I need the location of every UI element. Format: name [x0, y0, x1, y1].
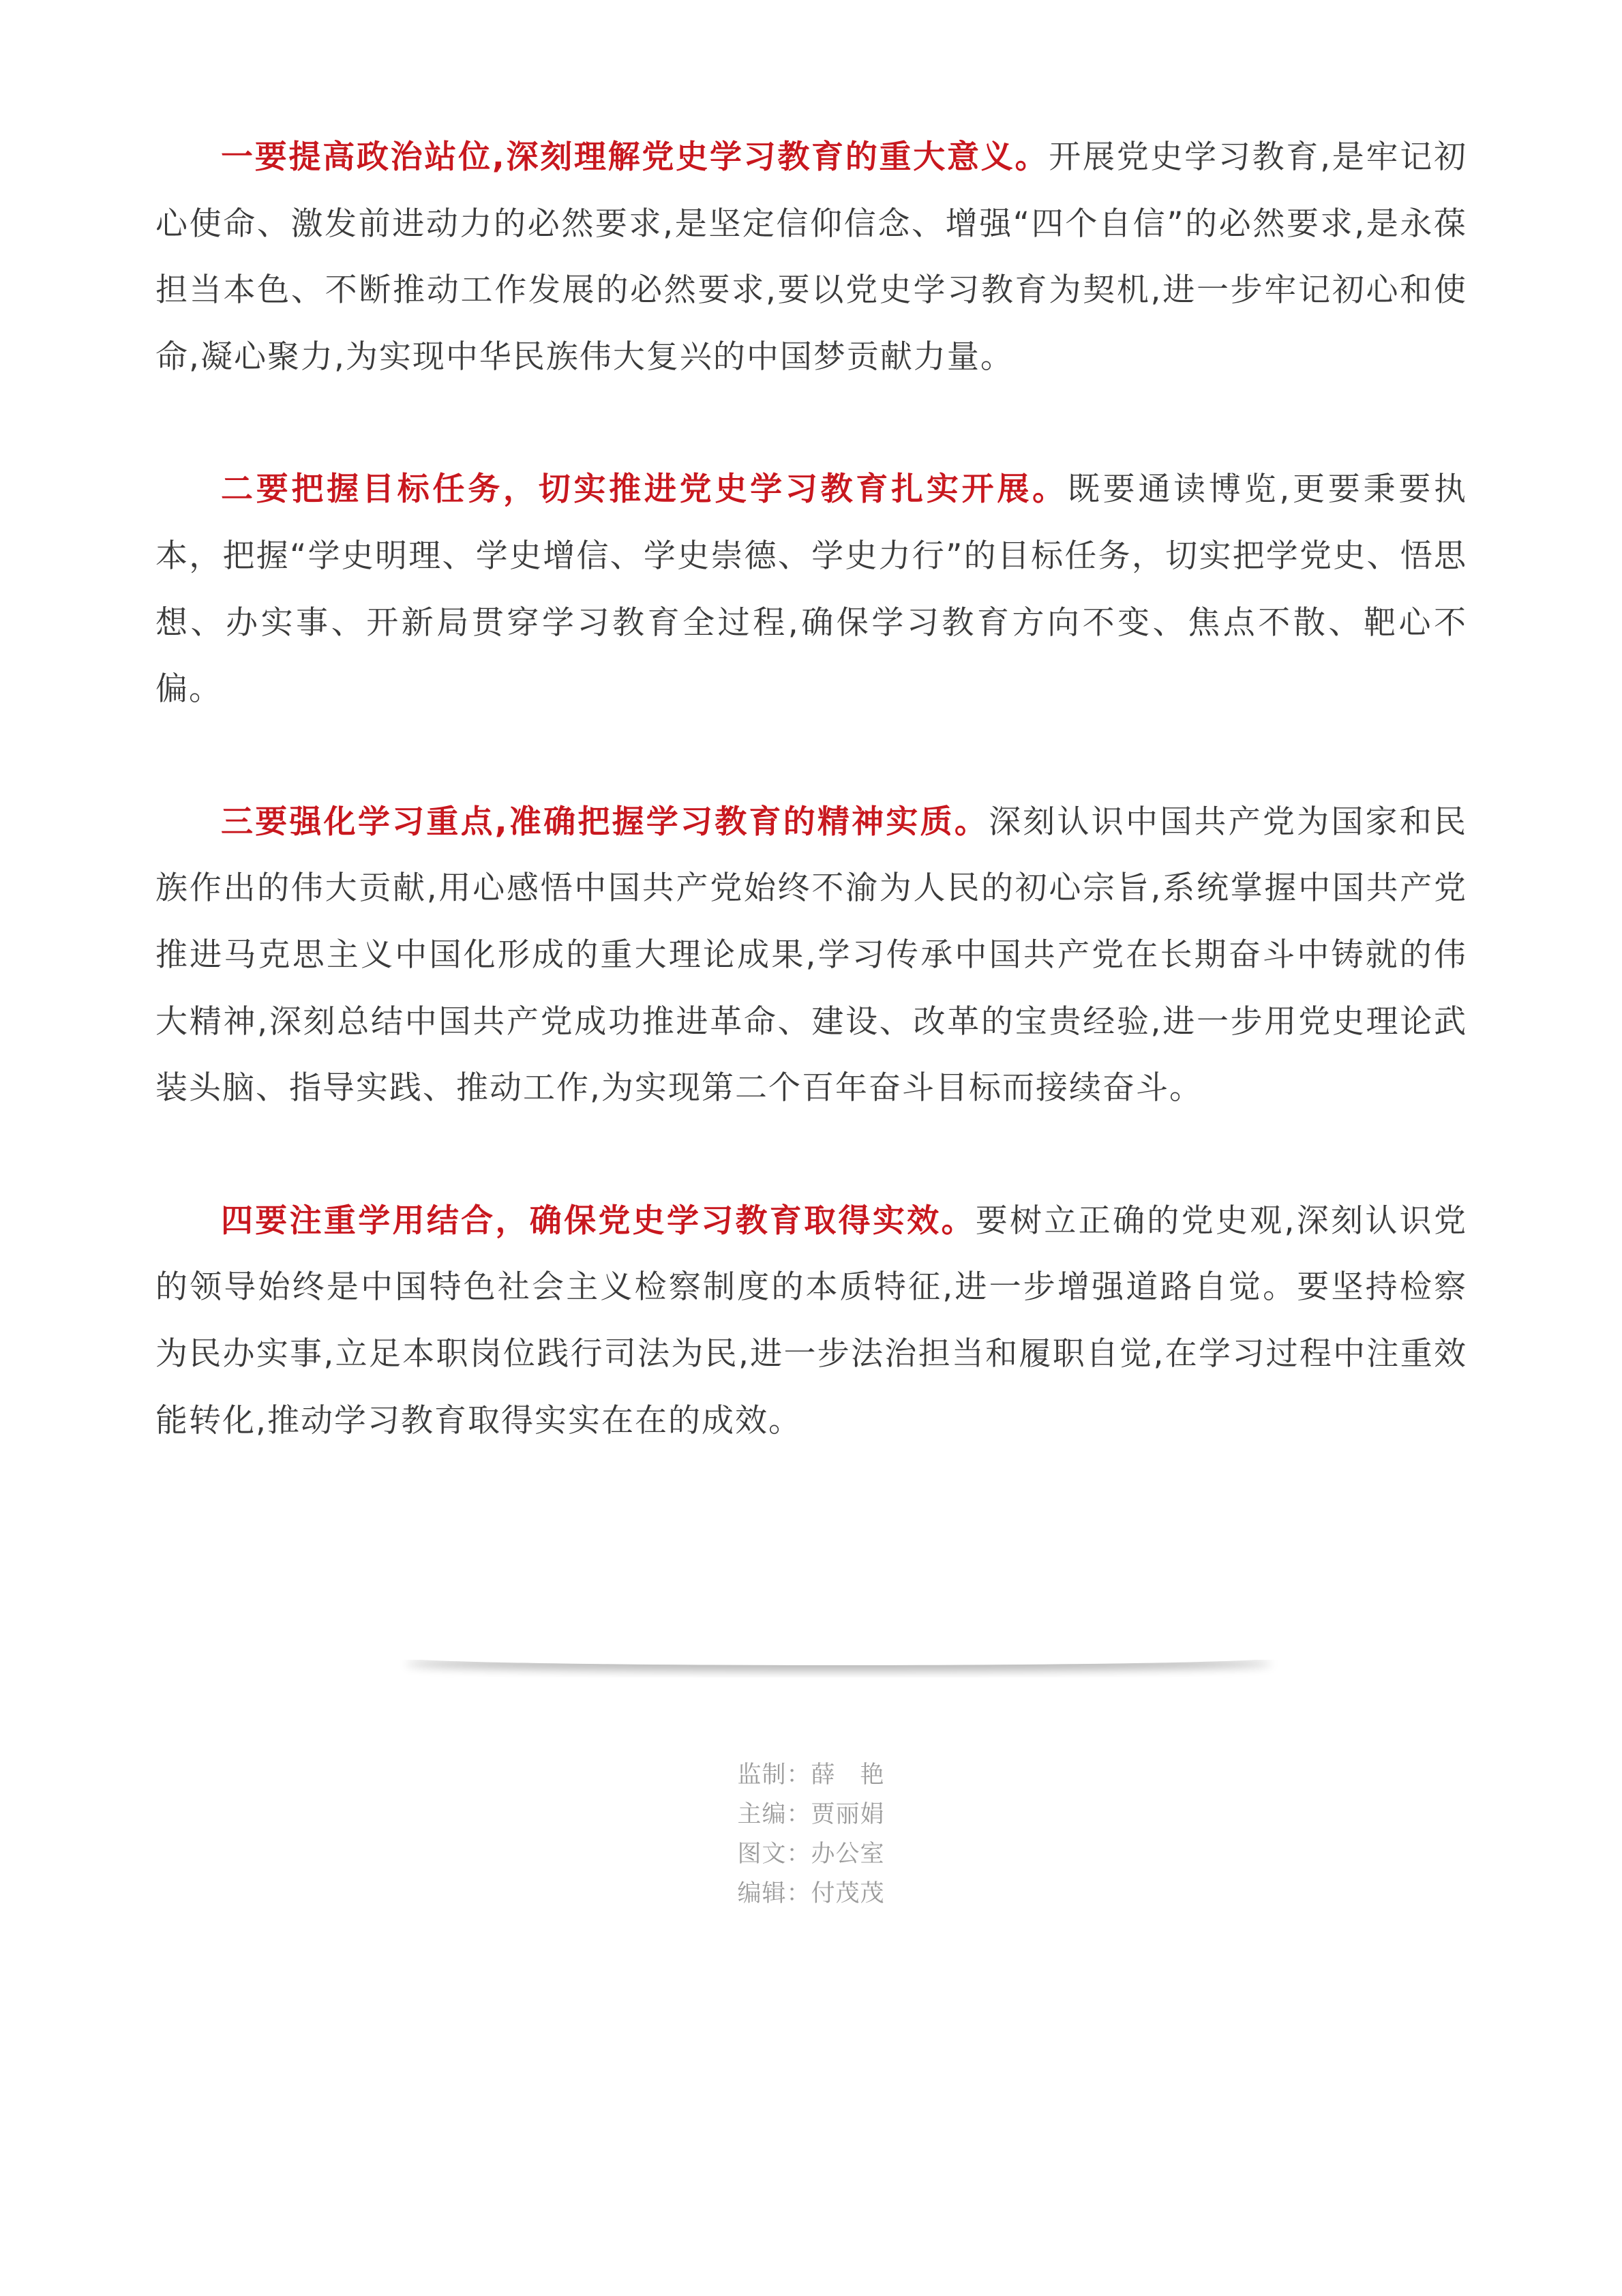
- paragraph-1-lead: 一要提高政治站位,深刻理解党史学习教育的重大意义。: [221, 138, 1049, 176]
- credit-text-images: 图文：办公室: [737, 1840, 885, 1868]
- paragraph-2: [155, 456, 1467, 722]
- credit-supervisor: 监制：薛 艳: [737, 1761, 885, 1789]
- paragraph-4-body: 要树立正确的党史观,深刻认识党的领导始终是中国特色社会主义检察制度的本质特征,进一步增强道路自觉。要坚持检察为民办实事,立足本职岗位践行司法为民,进一步法治担当和履职自觉,在学习过程中注重效能转化,推动学习教育取得实实在在的成效。: [155, 1202, 1468, 1440]
- paragraph-1: [155, 124, 1467, 390]
- paragraph-3: [155, 789, 1467, 1122]
- credits-block: [0, 1755, 1622, 1913]
- shadow-divider: [368, 1660, 1309, 1678]
- paragraph-2-lead: 二要把握目标任务，切实推进党史学习教育扎实开展。: [221, 471, 1068, 509]
- paragraph-2-body: 既要通读博览,更要秉要执本，把握“学史明理、学史增信、学史崇德、学史力行”的目标任务，切实把学党史、悟思想、办实事、开新局贯穿学习教育全过程,确保学习教育方向不变、焦点不散、靶心不偏。: [155, 471, 1467, 709]
- paragraph-1-body: 开展党史学习教育,是牢记初心使命、激发前进动力的必然要求,是坚定信仰信念、增强“四个自信”的必然要求,是永葆担当本色、不断推动工作发展的必然要求,要以党史学习教育为契机,进一步牢记初心和使命,凝心聚力,为实现中华民族伟大复兴的中国梦贡献力量。: [155, 138, 1467, 376]
- paragraph-3-body: 深刻认识中国共产党为国家和民族作出的伟大贡献,用心感悟中国共产党始终不渝为人民的初心宗旨,系统掌握中国共产党推进马克思主义中国化形成的重大理论成果,学习传承中国共产党在长期奋斗中铸就的伟大精神,深刻总结中国共产党成功推进革命、建设、改革的宝贵经验,进一步用党史理论武装头脑、指导实践、推动工作,为实现第二个百年奋斗目标而接续奋斗。: [155, 803, 1468, 1107]
- credit-editor: 编辑：付茂茂: [737, 1880, 885, 1907]
- credit-chief-editor: 主编：贾丽娟: [737, 1801, 885, 1828]
- article-body: [155, 124, 1467, 1454]
- paragraph-4-lead: 四要注重学用结合，确保党史学习教育取得实效。: [221, 1202, 976, 1240]
- paragraph-3-lead: 三要强化学习重点,准确把握学习教育的精神实质。: [221, 803, 989, 841]
- paragraph-4: [155, 1188, 1467, 1454]
